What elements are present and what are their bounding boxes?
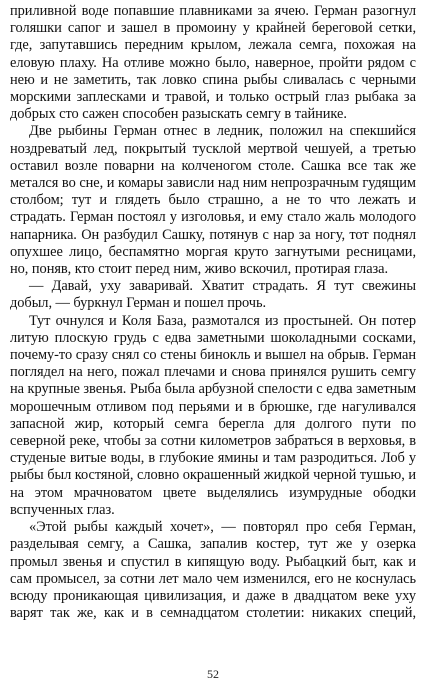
paragraph-1: приливной воде попавшие плавниками за ячею. Герман разогнул голяшки сапог и зашел в промоину у крайней береговой сетки, где, запутавшись передним крылом, лежала семга, похожая на еловую плаху. На отливе можно было, наверное, пройти рядом с нею и не заметить, так ловко спина рыбы сливалась с черными морскими заплесками и травой, и только острый глаз рыбака за добрых сто сажен способен разыскать семгу в тайнике. [10, 3, 416, 123]
page-number: 52 [207, 667, 219, 681]
paragraph-3: — Давай, уху заваривай. Хватит страдать. Я тут свежины добыл, — буркнул Герман и пошел прочь. [10, 278, 416, 312]
paragraph-5: «Этой рыбы каждый хочет», — повторял про себя Герман, разделывая семгу, а Сашка, запалив костер, тут же у озерка промыл звенья и спустил в кипящую воду. Рыбацкий быт, как и сам промысел, за сотни лет мало чем изменился, его не коснулась всюду проникающая цивилизация, и даже в двадцатом веке уху варят так же, как и в семнадцатом столетии: никаких специй, [10, 519, 416, 622]
book-page [10, 3, 416, 622]
paragraph-4: Тут очнулся и Коля База, размотался из простыней. Он потер литую плоскую грудь с едва заметными шоколадными сосками, почему-то сразу снял со стены бинокль и вышел на обрыв. Герман поглядел на него, пожал плечами и снова принялся рушить семгу на крупные звенья. Рыба была арбузной спелости с едва заметным морошечным отливом под перьями и в брюшке, где нагуливался запасной жир, который семга берегла для долгого пути по северной реке, чтобы за сотни километров забраться в верховья, в студеные витые воды, в глубокие ямины и там разродиться. Лоб у рыбы был костяной, словно окрашенный жидкой черной тушью, и на этом мрачноватом цвете выделялись изумрудные ободки вспученных глаз. [10, 312, 416, 518]
paragraph-2: Две рыбины Герман отнес в ледник, положил на спекшийся ноздреватый лед, покрытый тусклой мертвой чешуей, а третью оставил возле поварни на колченогом столе. Сашка все так же метался во сне, и комары зависли над ним непрозрачным гудящим столбом; тут и глядеть было страшно, а не то что лежать и страдать. Герман постоял у изголовья, и ему стало жаль молодого напарника. Он разбудил Сашку, потянув с нар за ногу, тот поднял опухшее лицо, беспамятно моргая круто загнутыми ресницами, но, поняв, кто стоит перед ним, живо вскочил, протирая глаза. [10, 123, 416, 278]
